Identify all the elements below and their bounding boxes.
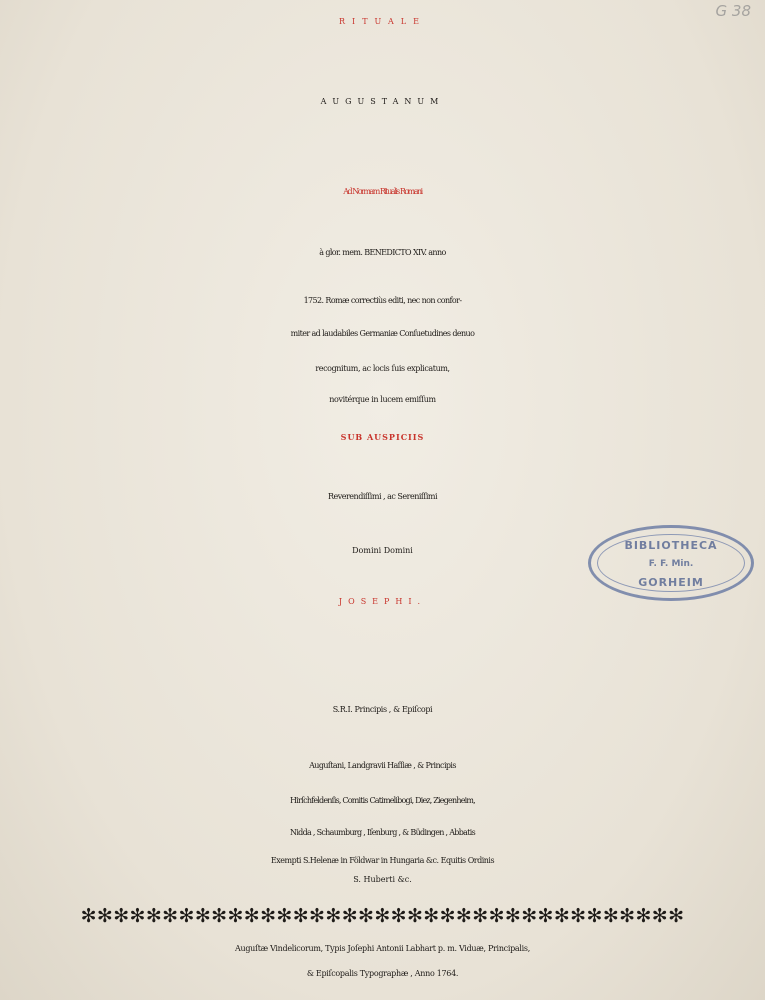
dedication-hirschfeldensis: Hirſchfeldenſis, Comitis Catimelibogi, Diez, Ziegenheim, [290,796,475,805]
dedication-augustani: Auguſtani, Landgravii Haſſiæ , & Principis [309,761,456,770]
subtitle-line-recognitum: recognitum, ac locis ſuis explicatum, [315,364,450,373]
subtitle-ad-normam: Ad Normam Ritualis Romani [343,187,422,196]
imprint-line-1: Auguſtæ Vindelicorum, Typis Joſephi Antonii Labhart p. m. Viduæ, Principalis, [235,944,530,953]
ornamental-divider: ✻✻✻✻✻✻✻✻✻✻✻✻✻✻✻✻✻✻✻✻✻✻✻✻✻✻✻✻✻✻✻✻✻✻✻✻✻ [80,905,685,927]
subtitle-line-emissum: novitérque in lucem emiſſum [329,395,436,404]
stamp-text-bibliotheca: BIBLIOTHECA [624,539,718,552]
subtitle-benedicto: à glor. mem. BENEDICTO XIV. anno [319,248,446,257]
dedication-exempti: Exempti S.Helenæ in Földwar in Hungaria &c. Equitis Ordinis [270,856,495,865]
imprint-line-2: & Epiſcopalis Typographæ , Anno 1764. [306,969,459,978]
shelfmark-annotation: G 38 [715,2,751,20]
dedication-nidda: Nidda , Schaumburg , Iſenburg , & Büdingen , Abbatis [290,828,475,837]
stamp-text-gorheim: GORHEIM [638,576,704,589]
subtitle-line-1752: 1752. Romæ correctiùs editi, nec non confor- [303,296,462,305]
title-rituale: RITUALE [339,17,426,26]
dedication-principis: S.R.I. Principis , & Epiſcopi [332,705,433,714]
dedication-name-josephi: JOSEPHI. [338,597,427,606]
dedication-domini: Domini Domini [352,546,413,555]
stamp-text-ff-min: F. F. Min. [648,559,694,569]
title-augustanum: AUGUSTANUM [320,97,445,106]
sub-auspiciis-heading: SUB AUSPICIIS [340,432,425,442]
subtitle-line-germaniae: miter ad laudabiles Germaniæ Conſuetudines denuo [290,329,475,338]
dedication-huberti: S. Huberti &c. [353,875,412,884]
dedication-reverendissimi: Reverendiſſimi , ac Sereniſſimi [327,492,438,501]
library-stamp [588,525,754,601]
